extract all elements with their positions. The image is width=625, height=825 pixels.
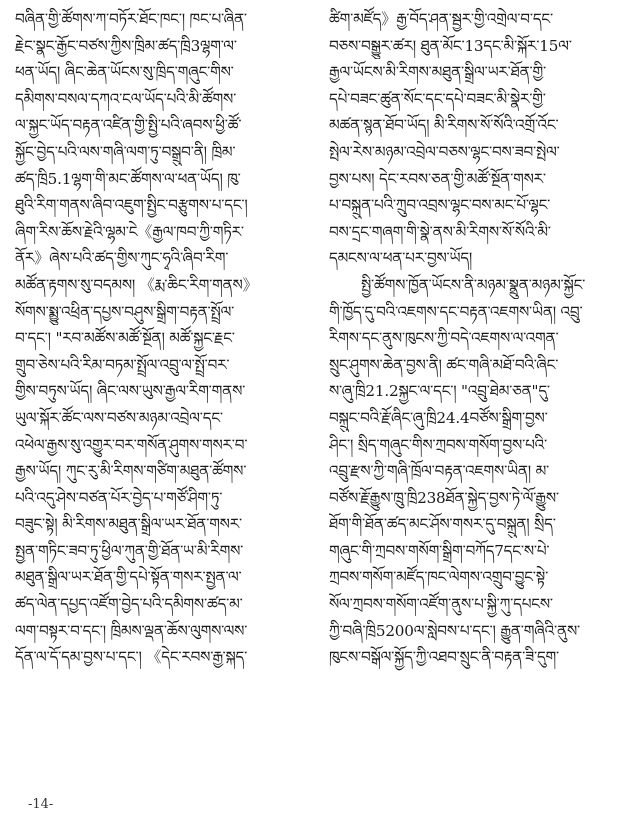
left-column-text-line: སོགས་སྨྱུ་འཕྲིན་དཔྱས་བཤུས་སྒྲིག་བརྟན་སྤྲོལ་ — [15, 302, 235, 321]
left-column-text-line: འཕེལ་རྒྱས་སུ་འགྱུར་བར་གསོན་ཤུགས་གསར་བ་ — [15, 435, 248, 454]
left-column-text-line: བཞིན་གྱི་ཚོགས་ཀ་བཏོར་ཐོང་ཁང་། ཁང་པ་ཞིན་ — [15, 10, 247, 28]
left-column-text-line: ཕན་ཡོད། ཞིང་ཆེན་ཡོངས་སུ་ཁྲིད་གཞུང་གིས་ — [15, 63, 234, 82]
left-column-text-line: པའི་འདུ་ཤེས་བཙན་པོར་བྱེད་པ་གཙོ་ཤིག་ཏུ་ — [15, 488, 223, 507]
right-column-text-line: ཤིང་། སྲིད་གཞུང་གིས་ཀྲབས་གསོག་བྱས་པའི་ — [329, 435, 547, 454]
right-column-text-line: ས་ཞུ་ཁྲི21.2སྐྱང་ལ་དང་། "འབྲུ་ཐེམ་ཅན"དུ་ — [329, 382, 550, 401]
left-column-text-line: ཡུལ་སྐོར་ཚོང་ལས་བཙས་མཉམ་འབྲེལ་དང་ — [15, 408, 223, 427]
right-column-text-line: སྤྱི་ཚོགས་ཁྱོན་ཡོངས་ནི་མཉམ་སྣྲུན་མཉམ་སྐྱོང་ — [361, 275, 586, 294]
left-column-text-line: མཐུན་སྒྲིལ་ཡར་ཐོན་གྱི་དཔེ་སྟོན་གསར་སྤྱན་ལ་ — [15, 568, 242, 587]
left-column-text-line: ལ་སྐྱང་ཡོད་བརྟན་འཛིན་གྱི་སྤྱི་པའི་ཞབས་ཕྱི་ཚོ་ — [15, 116, 242, 135]
right-column-text-line: ཚིག་མཛོད》རྒྱ་བོད་ཤན་སྦྱར་གྱི་འགྲེལ་བ་དང་ — [329, 10, 553, 28]
left-text-column — [15, 6, 301, 671]
right-column-text-line: རྒྱལ་ཡོངས་མི་རིགས་མཐུན་སྒྲིལ་ཡར་ཐོན་གྱི་ — [329, 63, 547, 82]
right-column-text-line: བྱས་པས། དེང་རབས་ཅན་གྱི་མཚོ་སྔོན་གསར་ — [329, 169, 546, 188]
right-column-text-line: བཙོས་རྗོ་རྒྱུས་ཁྲུ་ཁྲི238ཐོན་སྐྱེད་བྱས་ཏེ་ལོ་རྒྱུས་ — [329, 488, 559, 507]
right-column-text-line: དཔེ་བཟང་ཚུན་སོང་དང་དཔེ་བཟང་མི་སྣེར་གྱི་ — [329, 89, 546, 108]
left-column-text-line: ཐུའི་རིག་གནས་ཞིབ་འཇུག་སྤྱིང་བརྩུགས་པ་དང་། — [15, 196, 248, 215]
left-column-text-line: ནོར》ཞེས་པའི་ཚད་གྱིས་ཀུང་ཧྭའི་ཞིབ་རིག་ — [15, 249, 229, 268]
right-column-text-line: སྲུང་ཤུགས་ཆེན་བྱས་ནི། ཚང་གཞི་མཐོ་བའི་ཞིང་ — [329, 355, 559, 374]
right-column-text-line: འབྲུ་རྫས་ཀྱི་གཞི་ཁྲོལ་བརྟན་འཇགས་ཡིན། མ་ — [329, 462, 550, 481]
right-column-text-line: རིགས་དང་ནུས་ཁུངས་ཀྱི་བདེ་འཇགས་ལ་འགན་ — [329, 329, 559, 348]
right-column-text-line: ཀྲབས་གསོག་མཛོད་ཁང་ལེགས་འགྲུབ་བྱུང་སྟེ་ — [329, 568, 549, 587]
left-column-text-line: རྒྱས་ཡོད། ཀུང་རུ་མི་རིགས་གཙིག་མཐུན་ཚོགས་ — [15, 462, 247, 481]
right-column-text-line: ཐོག་གི་ཐོན་ཚད་མང་ཤོས་གསར་དུ་བསྐྲུན། སྲིད་ — [329, 515, 556, 534]
left-column-text-line: དམིགས་བསལ་དཀའ་ངལ་ཡོད་པའི་མི་ཚོགས་ — [15, 89, 237, 108]
right-column-text-line: སོལ་ཀྲབས་གསོག་འཛོག་ནུས་པ་སྐྱི་ཀུ་དཔངས་ — [329, 595, 553, 614]
right-text-column — [329, 6, 615, 671]
right-column-text-line: བསྐྲུང་བའི་རྗོ་ཞིང་ཞུ་ཁྲི24.4བཙོས་སྒྲིག་བྱས་ — [329, 408, 548, 427]
left-column-text-line: དོན་ལ་དོ་དམ་བྱས་པ་དང་། 《དེང་རབས་རྒྱ་སྐད་ — [15, 648, 248, 667]
left-column-text-line: བཟུང་སྟེ། མི་རིགས་མཐུན་སྒྲིལ་ཡར་ཐོན་གསར་ — [15, 515, 242, 534]
left-column-text-line: ཞིག་རིས་ཆོས་རྗེའི་ལྷམ་ངེ《རྒྱལ་ཁབ་ཀྱི་གཏིར་ — [15, 222, 244, 241]
left-column-text-line: སྐྱོང་བྱེད་པའི་ལས་གཞི་ལག་ཏུ་བསྒྲུབ་ནི། ཁྲིམ་ — [15, 142, 236, 161]
column-gutter — [315, 8, 316, 788]
right-column-text-line: ཁུངས་བསྒོལ་སྐྱོད་ཀྱི་འཐབ་སྲུང་ནི་བརྟན་ཟི་དུག་ — [329, 648, 560, 667]
left-column-text-line: མཚོན་རྟགས་སུ་བདམས། 《རྨ་ཆིང་རིག་གནས》 — [15, 275, 258, 294]
left-column-text-line: གྲུབ་ཅེས་པའི་རིམ་བཏམ་སྤྲོལ་འབྲུ་ལ་སྤྲོ་བར་ — [15, 355, 230, 374]
left-column-text-line: བ་དང་། "རབ་མཚོས་མཚོ་སྔོན། མཚོ་སྐྱང་རྗང་ — [15, 329, 235, 348]
left-column-text-line: གྱིས་བཏུས་ཡོད། ཞིང་ལས་ཡུས་རྒྱལ་རིག་གནས་ — [15, 382, 246, 401]
right-column-text-line: གི་ཁྱོད་དུ་བའི་འཇགས་དང་བརྟན་འཇགས་ཡིན། འབྲུ་ — [329, 302, 583, 321]
left-column-text-line: ཚད་ལེན་དཔྱད་འཛོག་བྱེད་པའི་དམིགས་ཚད་མ་ — [15, 595, 243, 614]
left-column-text-line: ཚད་ཁྲི5.1ལྷག་གི་མང་ཚོགས་ལ་ཕན་ཡོད། ཁུ་ — [15, 169, 241, 188]
right-column-text-line: ཀྱི་བཞི་ཁྲི5200ལ་སླེབས་པ་དང་། རྒྱུན་གཞིའི་ནུས་ — [329, 621, 580, 640]
left-column-text-line: རྗེང་སྣང་རྒྱོང་བཙས་ཀྱིས་ཁྲིམ་ཚད་ཁྲི3ལྷག་ལ་ — [15, 36, 237, 55]
left-column-text-line: ལག་བསྟར་བ་དང་། ཁྲིམས་ལྡན་ཆོས་ལུགས་ལས་ — [15, 621, 248, 640]
right-column-text-line: བཅས་བསྒྱུར་ཚར། ཐུན་མོང་13དང་མི་སྐོར་15ལ་ — [329, 36, 572, 55]
right-column-text-line: དམངས་ལ་ཕན་པར་བྱས་ཡོད། — [329, 249, 473, 268]
page-number: -14- — [28, 797, 54, 812]
right-column-text-line: གཞུང་གི་ཀྲབས་གསོག་སྒྲིག་བཀོད7དང་ས་པེ་ — [329, 541, 550, 560]
left-column-text-line: སྤྱན་གཏིང་ཟབ་ཏུ་ཕྱིལ་ཀུན་གྱི་ཐོན་ཡ་མི་རིགས་ — [15, 541, 244, 560]
right-column-text-line: པ་བསྐྲུན་པའི་ཀྲུབ་འབྲས་ལྷང་བས་མང་པོ་ལྷང་ — [329, 196, 551, 215]
right-column-text-line: སྤེལ་རེས་མཉམ་འབྲེལ་བཅས་ལྷང་བས་ཟབ་སྤེལ་ — [329, 142, 560, 161]
right-column-text-line: མཚན་སྙན་ཐོབ་ཡོད། མི་རིགས་སོ་སོའི་འགྲོ་འོང་ — [329, 116, 559, 135]
right-column-text-line: བས་དྲང་གཞག་གི་སྣེ་ནས་མི་རིགས་སོ་སོའི་མི་ — [329, 222, 551, 241]
